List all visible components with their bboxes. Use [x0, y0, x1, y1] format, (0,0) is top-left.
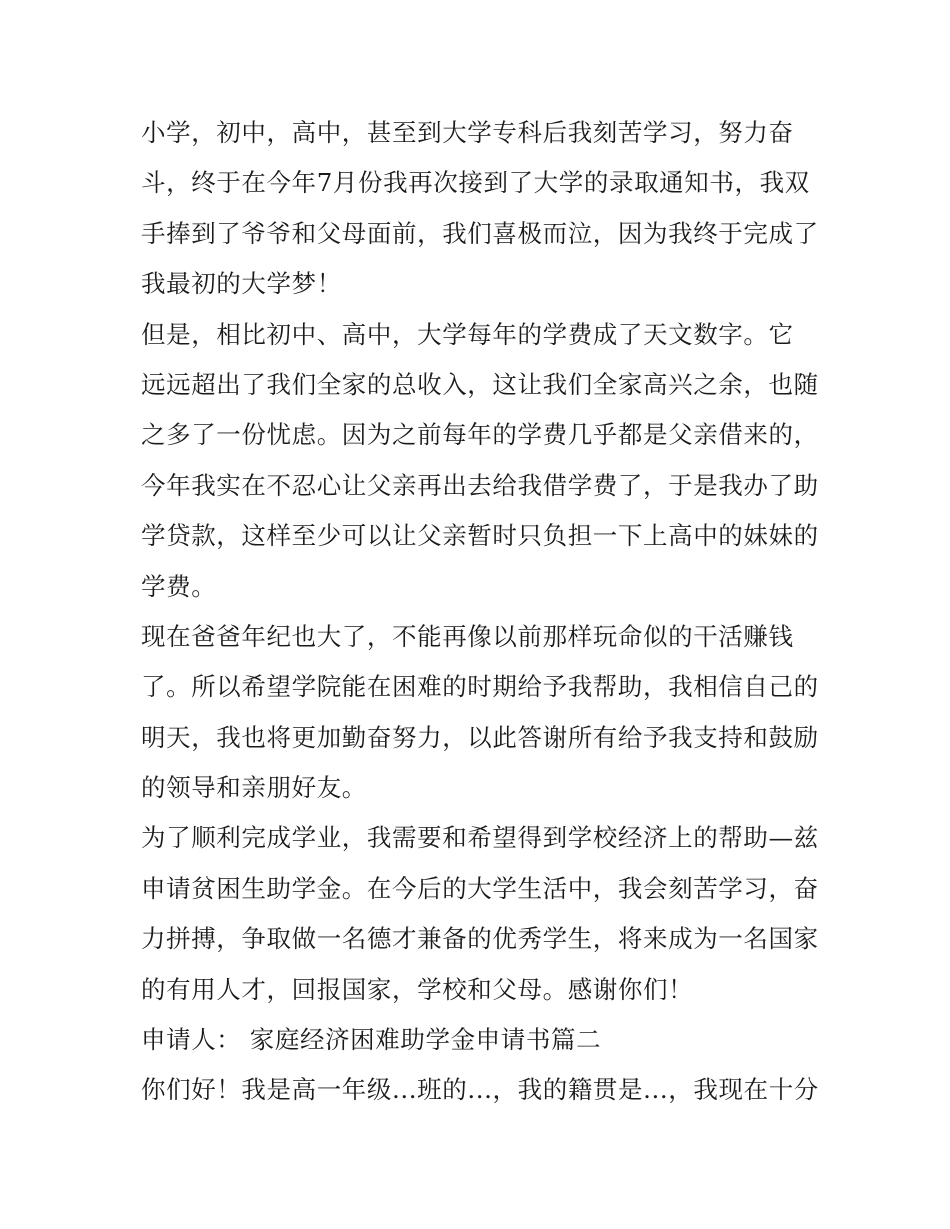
text-line: 今年我实在不忍心让父亲再出去给我借学费了，于是我办了助	[141, 470, 819, 500]
applicant-heading-line: 申请人： 家庭经济困难助学金申请书篇二	[141, 1025, 602, 1055]
text-line: 但是，相比初中、高中，大学每年的学费成了天文数字。它	[141, 319, 794, 349]
text-line: 力拼搏，争取做一名德才兼备的优秀学生，将来成为一名国家	[141, 924, 819, 954]
text-line: 的有用人才，回报国家，学校和父母。感谢你们！	[141, 974, 694, 1004]
text-line: 斗，终于在今年7月份我再次接到了大学的录取通知书，我双	[141, 168, 810, 198]
text-line: 的领导和亲朋好友。	[141, 773, 367, 803]
text-line: 之多了一份忧虑。因为之前每年的学费几乎都是父亲借来的，	[141, 420, 819, 450]
text-line: 了。所以希望学院能在困难的时期给予我帮助，我相信自己的	[141, 672, 819, 702]
text-line: 手捧到了爷爷和父母面前，我们喜极而泣，因为我终于完成了	[141, 218, 819, 248]
text-line: 学贷款，这样至少可以让父亲暂时只负担一下上高中的妹妹的	[141, 521, 819, 551]
text-line: 现在爸爸年纪也大了，不能再像以前那样玩命似的干活赚钱	[141, 621, 794, 651]
text-line: 小学，初中，高中，甚至到大学专科后我刻苦学习，努力奋	[141, 118, 794, 147]
text-line: 我最初的大学梦！	[141, 269, 342, 299]
text-line: 申请贫困生助学金。在今后的大学生活中，我会刻苦学习，奋	[141, 873, 819, 903]
text-line: 学费。	[141, 571, 217, 601]
text-line: 明天，我也将更加勤奋努力，以此答谢所有给予我支持和鼓励	[141, 722, 819, 752]
text-line: 为了顺利完成学业，我需要和希望得到学校经济上的帮助—兹	[141, 823, 819, 853]
text-line: 远远超出了我们全家的总收入，这让我们全家高兴之余，也随	[141, 369, 819, 399]
text-line: 你们好！我是高一年级...班的...，我的籍贯是...，我现在十分	[141, 1075, 819, 1105]
document-body	[141, 108, 821, 1116]
